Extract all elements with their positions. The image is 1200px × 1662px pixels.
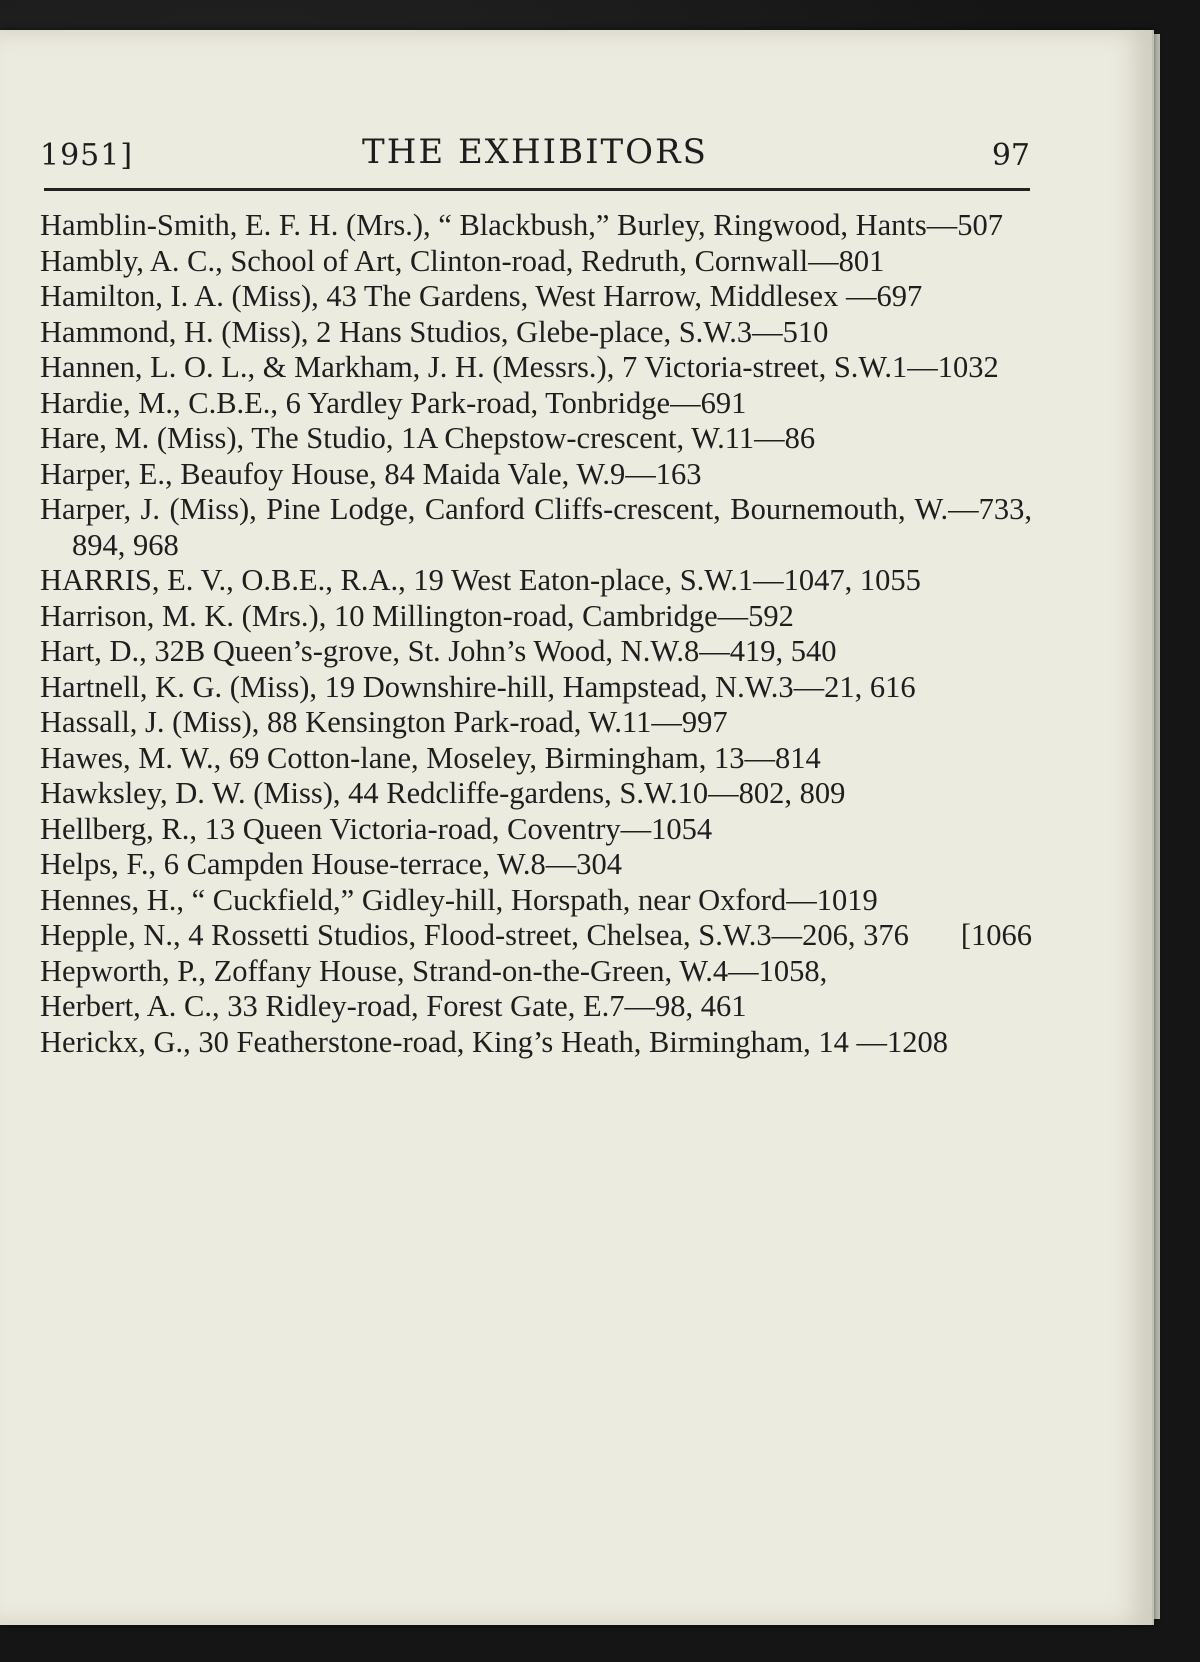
- exhibitor-list: [40, 208, 1032, 1060]
- carryover-number: [1066: [960, 918, 1032, 952]
- list-item: HARRIS, E. V., O.B.E., R.A., 19 West Eaton-place, S.W.1—1047, 1055: [40, 563, 921, 597]
- list-item: Hennes, H., “ Cuckfield,” Gidley-hill, Horspath, near Oxford—1019: [40, 882, 878, 917]
- list-item: Hawksley, D. W. (Miss), 44 Redcliffe-gardens, S.W.10—802, 809: [40, 776, 846, 810]
- list-item: Hamilton, I. A. (Miss), 43 The Gardens, West Harrow, Middlesex —697: [40, 279, 923, 313]
- list-item: Harper, E., Beaufoy House, 84 Maida Vale, W.9—163: [40, 456, 702, 491]
- page-number: 97: [991, 138, 1030, 173]
- list-item: Herickx, G., 30 Featherstone-road, King’s Heath, Birmingham, 14 —1208: [40, 1024, 949, 1059]
- entry-text: Hepple, N., 4 Rossetti Studios, Flood-street, Chelsea, S.W.3—206, 376: [40, 918, 909, 952]
- list-item: Helps, F., 6 Campden House-terrace, W.8—304: [40, 847, 623, 881]
- list-item: Hartnell, K. G. (Miss), 19 Downshire-hill, Hampstead, N.W.3—21, 616: [40, 669, 916, 704]
- list-item: Hellberg, R., 13 Queen Victoria-road, Coventry—1054: [40, 811, 713, 846]
- list-item: Herbert, A. C., 33 Ridley-road, Forest Gate, E.7—98, 461: [40, 989, 747, 1023]
- header-rule: [44, 188, 1030, 191]
- page-title: THE EXHIBITORS: [362, 132, 708, 172]
- list-item: Hammond, H. (Miss), 2 Hans Studios, Glebe-place, S.W.3—510: [40, 314, 829, 349]
- running-header: [40, 118, 1030, 188]
- list-item: [40, 918, 1032, 954]
- list-item: Hassall, J. (Miss), 88 Kensington Park-road, W.11—997: [40, 705, 728, 739]
- list-item: Harrison, M. K. (Mrs.), 10 Millington-road, Cambridge—592: [40, 598, 794, 633]
- list-item: Hart, D., 32B Queen’s-grove, St. John’s Wood, N.W.8—419, 540: [40, 634, 837, 668]
- list-item: Hambly, A. C., School of Art, Clinton-road, Redruth, Cornwall—801: [40, 243, 885, 278]
- list-item: Hawes, M. W., 69 Cotton-lane, Moseley, Birmingham, 13—814: [40, 740, 821, 775]
- list-item: Hare, M. (Miss), The Studio, 1A Chepstow-crescent, W.11—86: [40, 421, 816, 455]
- header-year: 1951]: [40, 138, 134, 173]
- list-item: Hannen, L. O. L., & Markham, J. H. (Messrs.), 7 Victoria-street, S.W.1—1032: [40, 350, 999, 384]
- list-item: Harper, J. (Miss), Pine Lodge, Canford Cliffs-crescent, Bournemouth, W.—733, 894, 968: [40, 492, 1032, 562]
- list-item: Hamblin-Smith, E. F. H. (Mrs.), “ Blackbush,” Burley, Ringwood, Hants—507: [40, 208, 1004, 242]
- list-item: Hardie, M., C.B.E., 6 Yardley Park-road, Tonbridge—691: [40, 385, 747, 420]
- list-item: Hepworth, P., Zoffany House, Strand-on-the-Green, W.4—1058,: [40, 953, 828, 988]
